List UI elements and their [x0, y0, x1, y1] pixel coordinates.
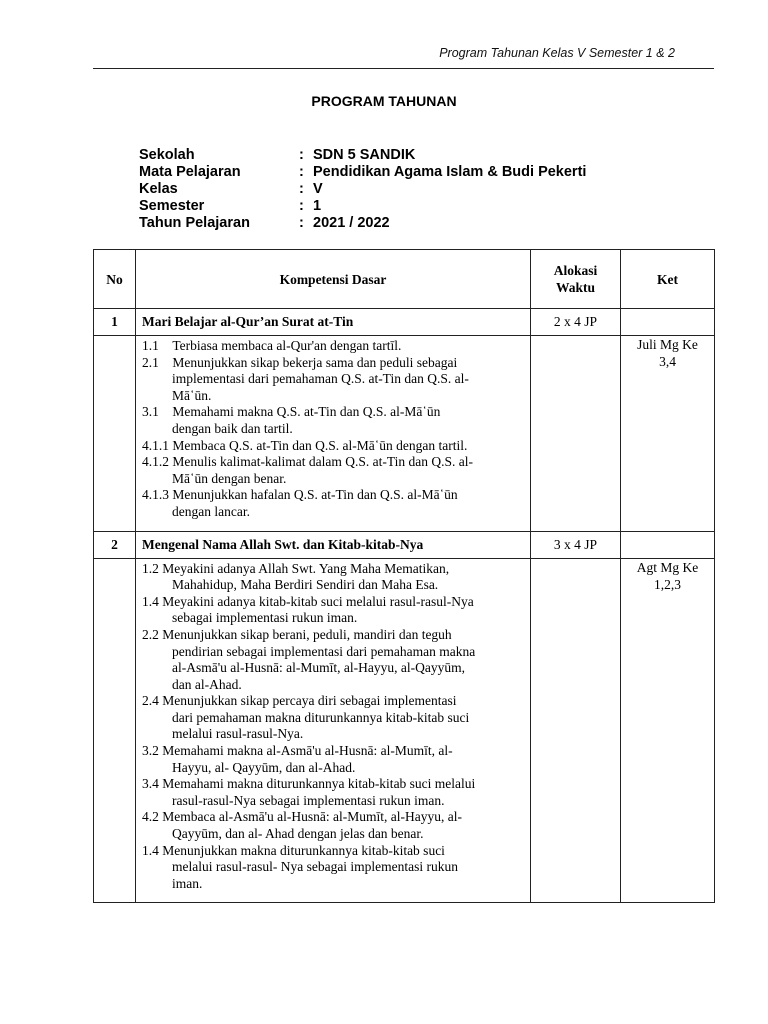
- header-alokasi-waktu: [531, 250, 621, 309]
- indicator-continuation: dan al-Ahad.: [172, 676, 242, 692]
- alokasi-empty: [531, 336, 621, 532]
- info-row: [139, 198, 586, 215]
- info-value: SDN 5 SANDIK: [313, 147, 416, 163]
- indicator-text: Menunjukkan hafalan Q.S. at-Tin dan Q.S. al-Mā῾ūn: [172, 487, 458, 503]
- indicator-code: 4.1.2: [142, 454, 173, 470]
- indicator-text: Terbiasa membaca al-Qur'an dengan tartīl.: [172, 338, 402, 353]
- indicator-continuation: rasul-rasul-Nya sebagai implementasi rukun iman.: [172, 792, 445, 808]
- indicator-code: 1.4: [142, 842, 163, 858]
- indicator-list: [136, 558, 531, 903]
- ket-line2: 3,4: [659, 354, 676, 369]
- header-kompetensi-dasar: Kompetensi Dasar: [136, 250, 531, 309]
- ket-line1: Agt Mg Ke: [636, 559, 699, 575]
- indicator-continuation: Hayyu, al- Qayyūm, dan al-Ahad.: [172, 759, 356, 775]
- alokasi-waktu: 3 x 4 JP: [531, 531, 621, 558]
- indicator-continuation: sebagai implementasi rukun iman.: [172, 610, 358, 626]
- info-colon: :: [299, 198, 304, 214]
- header-no: No: [94, 250, 136, 309]
- indicator-text: Menunjukkan makna diturunkannya kitab-kitab suci: [162, 842, 445, 858]
- ket-empty: [621, 531, 715, 558]
- table-row: [94, 309, 715, 336]
- indicator-text: Membaca Q.S. at-Tin dan Q.S. al-Mā῾ūn dengan tartil.: [172, 437, 468, 453]
- indicator-code: 2.1: [142, 354, 173, 370]
- indicator-code: 4.1.3: [142, 487, 173, 503]
- info-label: Semester: [139, 198, 205, 214]
- header-ket: Ket: [621, 250, 715, 309]
- indicator-code: 1.1: [142, 338, 173, 353]
- chapter-title: Mengenal Nama Allah Swt. dan Kitab-kitab-Nya: [136, 531, 531, 558]
- indicator-code: 1.2: [142, 560, 163, 576]
- indicator-code: 2.4: [142, 693, 163, 709]
- table-row: [94, 531, 715, 558]
- indicator-text: Memahami makna al-Asmā'u al-Husnā: al-Mumīt, al-: [162, 743, 453, 759]
- row-number-empty: [94, 558, 136, 903]
- info-value: 1: [313, 198, 322, 214]
- indicator-text: Menunjukkan sikap berani, peduli, mandiri dan teguh: [162, 626, 452, 642]
- ket-cell: [621, 558, 715, 903]
- indicator-continuation: iman.: [172, 875, 203, 891]
- info-value: Pendidikan Agama Islam & Budi Pekerti: [313, 164, 587, 180]
- indicator-continuation: pendirian sebagai implementasi dari pemahaman makna: [172, 643, 476, 659]
- indicator-continuation: implementasi dari pemahaman Q.S. at-Tin dan Q.S. al-: [172, 371, 469, 387]
- indicator-code: 1.4: [142, 593, 163, 609]
- indicator-code: 4.1.1: [142, 437, 173, 453]
- list-item: [142, 809, 526, 842]
- alokasi-waktu: 2 x 4 JP: [531, 309, 621, 336]
- list-item: [142, 594, 526, 627]
- row-number: 1: [94, 309, 136, 336]
- indicator-code: 3.2: [142, 743, 163, 759]
- info-colon: :: [299, 164, 304, 180]
- header-alokasi-line2: Waktu: [555, 280, 596, 295]
- row-number-empty: [94, 336, 136, 532]
- list-item: [142, 404, 526, 437]
- list-item: [142, 843, 526, 893]
- chapter-title: Mari Belajar al-Qur’an Surat at-Tin: [136, 309, 531, 336]
- indicator-list: [136, 336, 531, 532]
- indicator-text: Memahami makna diturunkannya kitab-kitab suci melalui: [162, 776, 476, 792]
- indicator-continuation: Mā῾ūn dengan benar.: [172, 470, 287, 486]
- info-colon: :: [299, 147, 304, 163]
- indicator-code: 2.2: [142, 626, 163, 642]
- info-label: Kelas: [139, 181, 178, 197]
- table-row: [94, 558, 715, 903]
- indicator-text: Menunjukkan sikap bekerja sama dan peduli sebagai: [172, 354, 458, 370]
- table-header-row: [94, 250, 715, 309]
- list-item: [142, 355, 526, 405]
- info-value: 2021 / 2022: [313, 215, 390, 231]
- info-row: [139, 215, 586, 232]
- list-item: [142, 487, 526, 520]
- identity-block: [139, 147, 586, 232]
- indicator-text: Menulis kalimat-kalimat dalam Q.S. at-Tin dan Q.S. al-: [172, 454, 473, 470]
- table-row: [94, 336, 715, 532]
- info-row: [139, 164, 586, 181]
- list-item: [142, 561, 526, 594]
- indicator-text: Menunjukkan sikap percaya diri sebagai implementasi: [162, 693, 457, 709]
- page-title: PROGRAM TAHUNAN: [311, 93, 457, 109]
- indicator-text: Membaca al-Asmā'u al-Husnā: al-Mumīt, al-Hayyu, al-: [162, 809, 462, 825]
- ket-empty: [621, 309, 715, 336]
- info-label: Sekolah: [139, 147, 195, 163]
- running-header: Program Tahunan Kelas V Semester 1 & 2: [439, 46, 675, 60]
- ket-line2: 1,2,3: [654, 576, 681, 592]
- indicator-code: 4.2: [142, 809, 163, 825]
- indicator-continuation: Qayyūm, dan al- Ahad dengan jelas dan benar.: [172, 826, 424, 842]
- list-item: [142, 693, 526, 743]
- indicator-continuation: melalui rasul-rasul-Nya.: [172, 726, 304, 742]
- info-row: [139, 147, 586, 164]
- info-colon: :: [299, 181, 304, 197]
- alokasi-empty: [531, 558, 621, 903]
- info-label: Tahun Pelajaran: [139, 215, 250, 231]
- info-label: Mata Pelajaran: [139, 164, 241, 180]
- indicator-continuation: Mā῾ūn.: [172, 387, 212, 403]
- ket-line1: Juli Mg Ke: [637, 337, 698, 352]
- list-item: [142, 454, 526, 487]
- indicator-text: Memahami makna Q.S. at-Tin dan Q.S. al-Mā῾ūn: [172, 404, 441, 420]
- indicator-text: Meyakini adanya kitab-kitab suci melalui rasul-rasul-Nya: [162, 593, 474, 609]
- header-divider: [93, 68, 714, 69]
- list-item: [142, 627, 526, 693]
- indicator-continuation: melalui rasul-rasul- Nya sebagai implementasi rukun: [172, 859, 459, 875]
- indicator-code: 3.1: [142, 404, 173, 420]
- list-item: [142, 338, 526, 355]
- info-row: [139, 181, 586, 198]
- indicator-continuation: al-Asmā'u al-Husnā: al-Mumīt, al-Hayyu, al-Qayyūm,: [172, 660, 465, 676]
- indicator-continuation: dengan lancar.: [172, 503, 250, 519]
- indicator-continuation: Mahahidup, Maha Berdiri Sendiri dan Maha Esa.: [172, 577, 439, 593]
- program-table: [93, 249, 715, 903]
- header-alokasi-line1: Alokasi: [553, 263, 598, 278]
- list-item: [142, 438, 526, 455]
- info-value: V: [313, 181, 323, 197]
- row-number: 2: [94, 531, 136, 558]
- ket-cell: [621, 336, 715, 532]
- indicator-continuation: dengan baik dan tartil.: [172, 420, 293, 436]
- list-item: [142, 776, 526, 809]
- info-colon: :: [299, 215, 304, 231]
- indicator-code: 3.4: [142, 776, 163, 792]
- indicator-continuation: dari pemahaman makna diturunkannya kitab-kitab suci: [172, 709, 470, 725]
- indicator-text: Meyakini adanya Allah Swt. Yang Maha Mematikan,: [162, 560, 450, 576]
- list-item: [142, 743, 526, 776]
